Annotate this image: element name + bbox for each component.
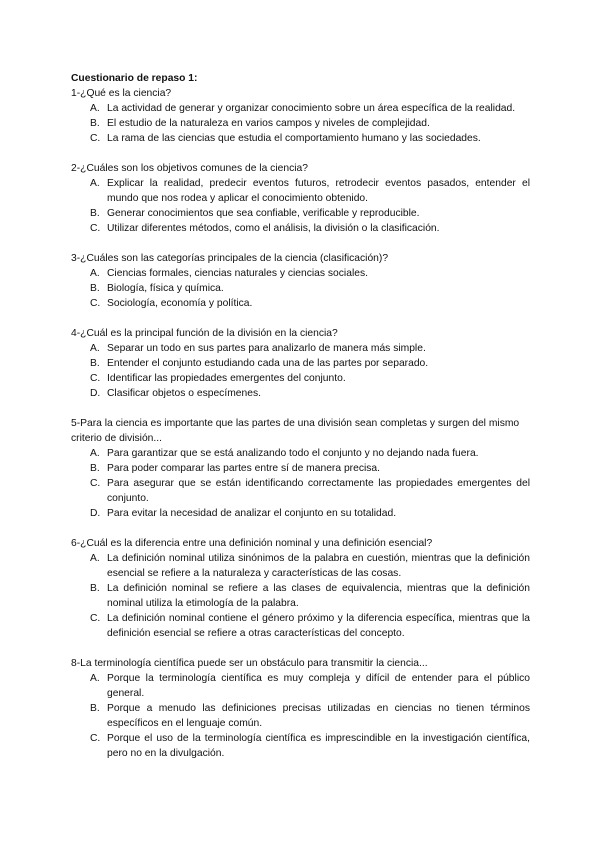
- option-item: [90, 611, 530, 641]
- option-letter: A.: [90, 448, 100, 459]
- option-list: [71, 176, 530, 236]
- option-letter: A.: [90, 268, 100, 279]
- option-letter: A.: [90, 673, 100, 684]
- option-letter: C.: [90, 133, 101, 144]
- option-text: Generar conocimientos que sea confiable, verificable y reproducible.: [107, 208, 420, 219]
- option-item: [90, 506, 530, 521]
- option-letter: B.: [90, 703, 100, 714]
- option-text: Biología, física y química.: [107, 283, 224, 294]
- question-block: [71, 656, 530, 761]
- option-item: [90, 221, 530, 236]
- option-item: [90, 461, 530, 476]
- option-list: [71, 446, 530, 521]
- option-letter: B.: [90, 118, 100, 129]
- option-letter: C.: [90, 478, 101, 489]
- option-text: Porque la terminología científica es muy compleja y difícil de entender para el público general.: [107, 673, 530, 699]
- option-letter: D.: [90, 388, 101, 399]
- option-letter: C.: [90, 223, 101, 234]
- option-item: [90, 296, 530, 311]
- question-text: 8-La terminología científica puede ser un obstáculo para transmitir la ciencia...: [71, 658, 428, 669]
- question-text: 1-¿Qué es la ciencia?: [71, 88, 172, 99]
- question-block: [71, 251, 530, 311]
- option-letter: A.: [90, 343, 100, 354]
- option-text: Para asegurar que se están identificando correctamente las propiedades emergentes del conjunto.: [107, 478, 530, 504]
- option-list: [71, 671, 530, 761]
- option-letter: C.: [90, 373, 101, 384]
- option-letter: A.: [90, 103, 100, 114]
- question-text: 2-¿Cuáles son los objetivos comunes de la ciencia?: [71, 163, 308, 174]
- option-letter: A.: [90, 553, 100, 564]
- question-block: [71, 86, 530, 146]
- option-letter: B.: [90, 208, 100, 219]
- option-letter: A.: [90, 178, 100, 189]
- option-text: La rama de las ciencias que estudia el comportamiento humano y las sociedades.: [107, 133, 481, 144]
- option-letter: C.: [90, 298, 101, 309]
- question-block: [71, 326, 530, 401]
- question-block: [71, 161, 530, 236]
- option-item: [90, 356, 530, 371]
- option-text: Separar un todo en sus partes para analizarlo de manera más simple.: [107, 343, 426, 354]
- option-text: El estudio de la naturaleza en varios campos y niveles de complejidad.: [107, 118, 430, 129]
- option-item: [90, 446, 530, 461]
- option-letter: B.: [90, 463, 100, 474]
- option-item: [90, 551, 530, 581]
- option-item: [90, 386, 530, 401]
- document-title: Cuestionario de repaso 1:: [71, 73, 198, 84]
- option-text: Entender el conjunto estudiando cada una de las partes por separado.: [107, 358, 429, 369]
- option-text: Para garantizar que se está analizando todo el conjunto y no dejando nada fuera.: [107, 448, 479, 459]
- option-item: [90, 581, 530, 611]
- option-item: [90, 371, 530, 386]
- question-text: 5-Para la ciencia es importante que las partes de una división sean completas y surgen del mismo criterio de división...: [71, 418, 520, 444]
- question-text: 3-¿Cuáles son las categorías principales de la ciencia (clasificación)?: [71, 253, 389, 264]
- option-item: [90, 476, 530, 506]
- option-text: Explicar la realidad, predecir eventos futuros, retrodecir eventos pasados, entender el mundo que nos rodea y aplicar el conocimiento obtenido.: [107, 178, 530, 204]
- option-item: [90, 281, 530, 296]
- option-item: [90, 116, 530, 131]
- question-list: [71, 86, 530, 761]
- option-letter: B.: [90, 358, 100, 369]
- option-item: [90, 131, 530, 146]
- option-letter: C.: [90, 733, 101, 744]
- option-item: [90, 176, 530, 206]
- option-item: [90, 731, 530, 761]
- option-letter: B.: [90, 583, 100, 594]
- option-item: [90, 266, 530, 281]
- option-list: [71, 551, 530, 641]
- option-text: Identificar las propiedades emergentes del conjunto.: [107, 373, 346, 384]
- question-text: 6-¿Cuál es la diferencia entre una definición nominal y una definición esencial?: [71, 538, 433, 549]
- option-text: La actividad de generar y organizar conocimiento sobre un área específica de la realidad.: [107, 103, 516, 114]
- option-text: Utilizar diferentes métodos, como el análisis, la división o la clasificación.: [107, 223, 440, 234]
- option-text: Para poder comparar las partes entre sí de manera precisa.: [107, 463, 381, 474]
- option-item: [90, 341, 530, 356]
- option-text: Porque el uso de la terminología científica es imprescindible en la investigación científica, pero no en la divulgación.: [107, 733, 530, 759]
- question-block: [71, 416, 530, 521]
- option-letter: D.: [90, 508, 101, 519]
- option-letter: B.: [90, 283, 100, 294]
- option-item: [90, 671, 530, 701]
- option-text: Sociología, economía y política.: [107, 298, 253, 309]
- option-text: Ciencias formales, ciencias naturales y ciencias sociales.: [107, 268, 368, 279]
- option-list: [71, 341, 530, 401]
- option-text: Clasificar objetos o especímenes.: [107, 388, 261, 399]
- option-text: La definición nominal se refiere a las clases de equivalencia, mientras que la definición nominal utiliza la etimología de la palabra.: [107, 583, 530, 609]
- option-item: [90, 101, 530, 116]
- question-text: 4-¿Cuál es la principal función de la división en la ciencia?: [71, 328, 338, 339]
- option-text: La definición nominal utiliza sinónimos de la palabra en cuestión, mientras que la definición esencial se refiere a la naturaleza y características de las cosas.: [107, 553, 530, 579]
- option-text: Porque a menudo las definiciones precisas utilizadas en ciencias no tienen términos específicos en el lenguaje común.: [107, 703, 530, 729]
- option-list: [71, 266, 530, 311]
- question-block: [71, 536, 530, 641]
- option-list: [71, 101, 530, 146]
- option-letter: C.: [90, 613, 101, 624]
- option-item: [90, 206, 530, 221]
- option-text: La definición nominal contiene el género próximo y la diferencia específica, mientras que la definición esencial se refiere a otras características del concepto.: [107, 613, 530, 639]
- option-text: Para evitar la necesidad de analizar el conjunto en su totalidad.: [107, 508, 397, 519]
- option-item: [90, 701, 530, 731]
